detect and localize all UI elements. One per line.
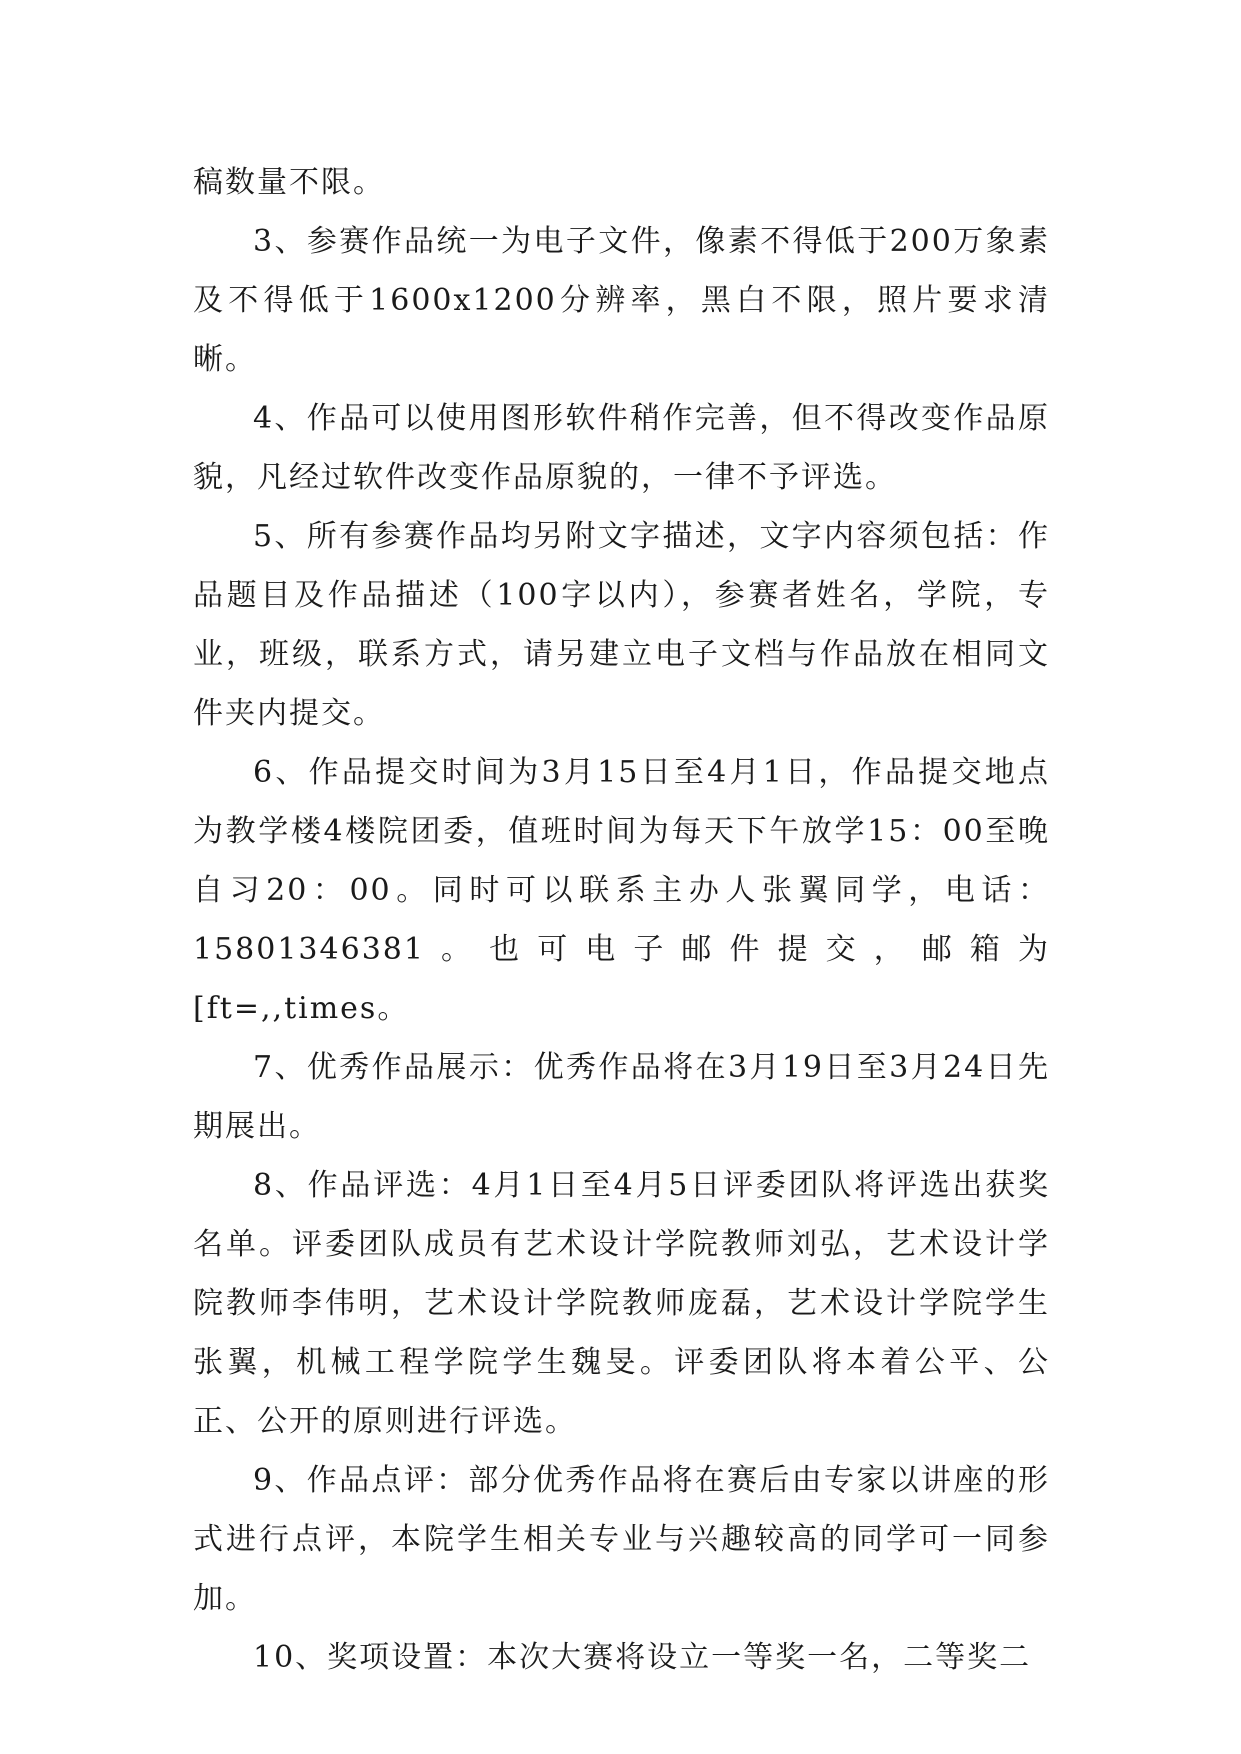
paragraph-item-10: 10、奖项设置：本次大赛将设立一等奖一名，二等奖二 [253, 1640, 1032, 1675]
paragraph-item-6: 6、作品提交时间为3月15日至4月1日，作品提交地点为教学楼4楼院团委，值班时间为每天下午放学15：00至晚自习20：00。同时可以联系主办人张翼同学，电话：15801346381。也可电子邮件提交，邮箱为[ft=,,times。 [193, 755, 1050, 1026]
paragraph-item-3: 3、参赛作品统一为电子文件，像素不得低于200万象素及不得低于1600x1200分辨率，黑白不限，照片要求清晰。 [193, 224, 1050, 377]
paragraph-item-9: 9、作品点评：部分优秀作品将在赛后由专家以讲座的形式进行点评，本院学生相关专业与兴趣较高的同学可一同参加。 [193, 1463, 1050, 1616]
paragraph-continuation: 稿数量不限。 [193, 165, 385, 200]
paragraph-item-8: 8、作品评选：4月1日至4月5日评委团队将评选出获奖名单。评委团队成员有艺术设计学院教师刘弘，艺术设计学院教师李伟明，艺术设计学院教师庞磊，艺术设计学院学生张翼，机械工程学院学生魏旻。评委团队将本着公平、公正、公开的原则进行评选。 [193, 1168, 1050, 1439]
paragraph-item-4: 4、作品可以使用图形软件稍作完善，但不得改变作品原貌，凡经过软件改变作品原貌的，一律不予评选。 [193, 401, 1050, 495]
document-body [193, 153, 1050, 1687]
paragraph-item-7: 7、优秀作品展示：优秀作品将在3月19日至3月24日先期展出。 [193, 1050, 1050, 1144]
paragraph-item-5: 5、所有参赛作品均另附文字描述，文字内容须包括：作品题目及作品描述（100字以内），参赛者姓名，学院，专业，班级，联系方式，请另建立电子文档与作品放在相同文件夹内提交。 [193, 519, 1050, 731]
